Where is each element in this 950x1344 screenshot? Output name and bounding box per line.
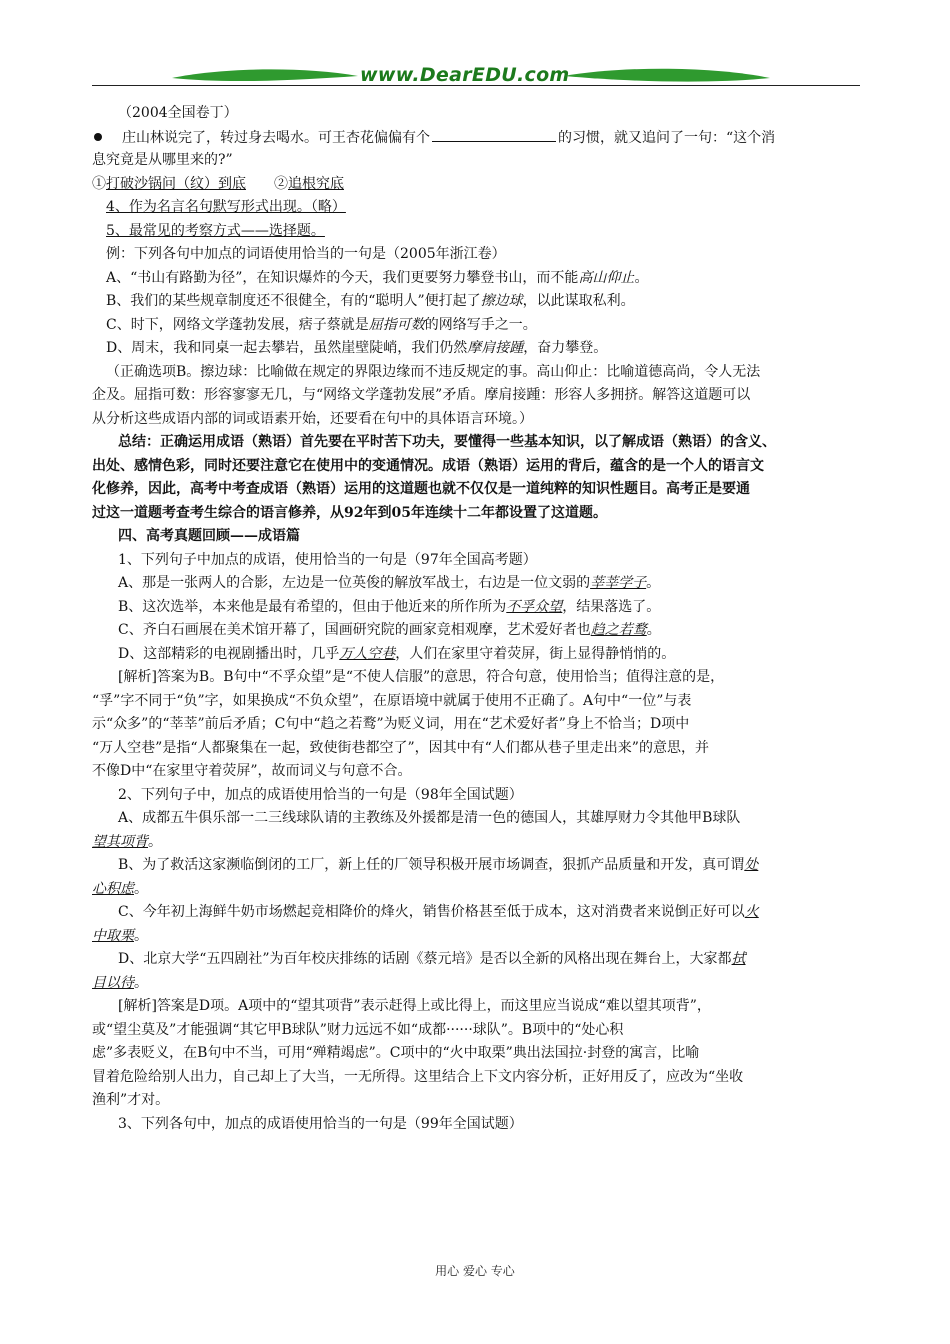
- text-line: ①打破沙锅问（纹）到底 ②追根究底: [92, 175, 344, 192]
- text-line: 庄山林说完了，转过身去喝水。可王杏花偏偏有个 的习惯，就又追问了一句：“这个消: [92, 127, 860, 148]
- fill-blank: [432, 127, 556, 142]
- summary-line: 化修养，因此，高考中考查成语（熟语）运用的这道题也就不仅仅是一道纯粹的知识性题目。高考正是要通: [92, 481, 750, 497]
- page-footer: 用心 爱心 专心: [435, 1264, 515, 1278]
- option-line: D、这部精彩的电视剧播出时，几乎万人空巷，人们在家里守着荧屏，街上显得静悄悄的。: [118, 645, 676, 662]
- text-line: D、周末，我和同桌一起去攀岩，虽然崖壁陡峭，我们仍然摩肩接踵，奋力攀登。: [106, 340, 608, 356]
- text-line: 息究竟是从哪里来的?”: [92, 152, 233, 168]
- option-line: C、齐白石画展在美术馆开幕了，国画研究院的画家竞相观摩，艺术爱好者也趋之若鹜。: [118, 622, 661, 638]
- text-line: 4、作为名言名句默写形式出现。（略）: [106, 199, 346, 215]
- header-leaf-right-icon: [562, 66, 772, 86]
- text-line: A、“书山有路勤为径”，在知识爆炸的今天，我们更要努力攀登书山，而不能高山仰止。: [106, 269, 649, 286]
- analysis-line: 冒着危险给别人出力，自己却上了大当，一无所得。这里结合上下文内容分析，正好用反了，应改为“坐收: [92, 1068, 744, 1085]
- leaf-right-shape: [564, 69, 770, 82]
- analysis-line: 渔利”才对。: [92, 1092, 170, 1108]
- analysis-line: 或“望尘莫及”才能强调“其它甲B球队”财力远远不如“成都······球队”。B项中的“处心积: [92, 1021, 624, 1038]
- text-line: B、我们的某些规章制度还不很健全，有的“聪明人”便打起了擦边球，以此谋取私利。: [106, 293, 635, 309]
- option-line: B、为了救活这家濒临倒闭的工厂，新上任的厂领导积极开展市场调查，狠抓产品质量和开发，真可谓处: [118, 857, 759, 873]
- question-line: 3、下列各句中，加点的成语使用恰当的一句是（99年全国试题）: [118, 1115, 523, 1132]
- analysis-line: [解析]答案是D项。A项中的“望其项背”表示赶得上或比得上，而这里应当说成“难以望其项背”，: [118, 998, 711, 1014]
- option-line: A、那是一张两人的合影，左边是一位英俊的解放军战士，右边是一位文弱的莘莘学子。: [118, 575, 661, 591]
- option-line: 心积虑。: [92, 880, 148, 897]
- analysis-line: [解析]答案为B。B句中“不孚众望”是“不使人信服”的意思，符合句意，使用恰当；值得注意的是，: [118, 669, 725, 685]
- section-heading: 四、高考真题回顾——成语篇: [118, 528, 300, 544]
- text-line: C、时下，网络文学蓬勃发展，痞子蔡就是屈指可数的网络写手之一。: [106, 316, 537, 333]
- option-line: C、今年初上海鲜牛奶市场燃起竞相降价的烽火，销售价格甚至低于成本，这对消费者来说倒正好可以火: [118, 904, 759, 920]
- site-logo[interactable]: www.DearEDU.com: [360, 64, 570, 86]
- analysis-line: 示“众多”的“莘莘”前后矛盾；C句中“趋之若鹜”为贬义词，用在“艺术爱好者”身上不恰当；D项中: [92, 716, 690, 732]
- text-line: （正确选项B。擦边球：比喻做在规定的界限边缘而不违反规定的事。高山仰止：比喻道德高尚，令人无法: [106, 363, 761, 380]
- bullet-icon: [94, 133, 102, 141]
- text-line: 5、最常见的考察方式——选择题。: [106, 222, 325, 239]
- document-body: [92, 103, 860, 1135]
- question-line: 2、下列句子中，加点的成语使用恰当的一句是（98年全国试题）: [118, 786, 523, 803]
- option-line: 目以待。: [92, 974, 148, 991]
- analysis-line: 虑”多表贬义，在B句中不当，可用“殚精竭虑”。C项中的“火中取栗”典出法国拉·封登的寓言，比喻: [92, 1045, 700, 1061]
- summary-line: 过这一道题考查考生综合的语言修养，从92年到05年连续十二年都设置了这道题。: [92, 504, 607, 521]
- analysis-line: 不像D中“在家里守着荧屏”，故而词义与句意不合。: [92, 763, 412, 779]
- option-line: A、成都五牛俱乐部一二三线球队请的主教练及外援都是清一色的德国人，其雄厚财力令其他甲B球队: [118, 810, 741, 826]
- question-line: 1、下列句子中加点的成语，使用恰当的一句是（97年全国高考题）: [118, 551, 537, 568]
- option-line: D、北京大学“五四剧社”为百年校庆排练的话剧《蔡元培》是否以全新的风格出现在舞台上，大家都拭: [118, 951, 746, 967]
- page-header: [92, 58, 860, 90]
- analysis-line: “万人空巷”是指“人都聚集在一起，致使街巷都空了”，因其中有“人们都从巷子里走出来”的意思，并: [92, 739, 709, 756]
- header-leaf-left-icon: [170, 66, 360, 86]
- option-line: 望其项背。: [92, 833, 162, 850]
- option-line: 中取栗。: [92, 927, 148, 944]
- leaf-left-shape: [172, 69, 358, 81]
- text-line: （2004全国卷丁）: [118, 105, 238, 121]
- option-line: B、这次选举，本来他是最有希望的，但由于他近来的所作所为不孚众望，结果落选了。: [118, 598, 661, 615]
- text-line: 企及。屈指可数：形容寥寥无几，与“网络文学蓬勃发展”矛盾。摩肩接踵：形容人多拥挤。解答这道题可以: [92, 387, 751, 403]
- header-rule: [92, 85, 860, 86]
- text-line: 从分析这些成语内部的词或语素开始，还要看在句中的具体语言环境。）: [92, 410, 533, 427]
- text-line: 例：下列各句中加点的词语使用恰当的一句是（2005年浙江卷）: [106, 246, 506, 262]
- analysis-line: “孚”字不同于“负”字，如果换成“不负众望”，在原语境中就属于使用不正确了。A句中“一位”与表: [92, 692, 692, 709]
- summary-line: 总结：正确运用成语（熟语）首先要在平时苦下功夫，要懂得一些基本知识，以了解成语（熟语）的含义、: [118, 434, 776, 450]
- summary-line: 出处、感情色彩，同时还要注意它在使用中的变通情况。成语（熟语）运用的背后，蕴含的是一个人的语言文: [92, 457, 764, 474]
